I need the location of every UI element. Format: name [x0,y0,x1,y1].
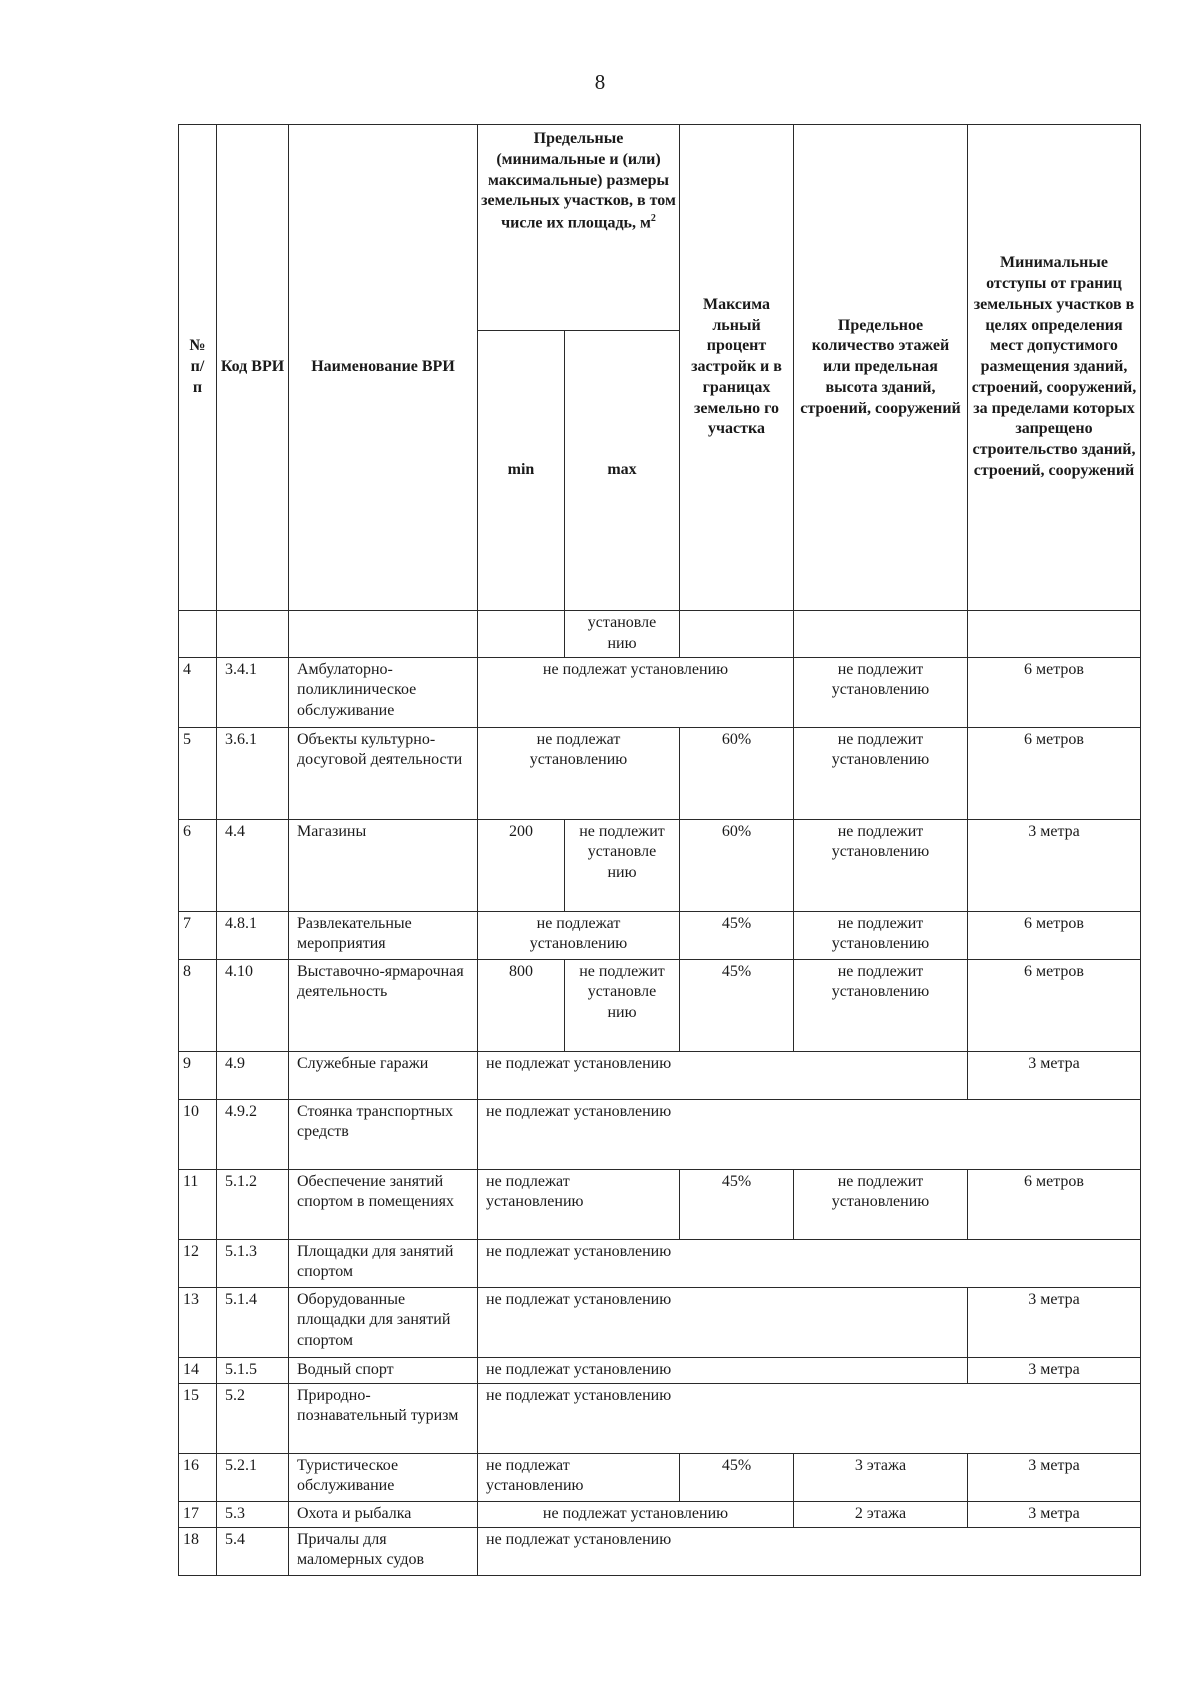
cell-setback: 3 метра [968,1453,1141,1501]
table-row [179,1287,1141,1357]
table-row [179,1527,1141,1575]
cell-code: 5.4 [217,1527,289,1575]
cell-setback: 3 метра [968,819,1141,911]
header-setback: Минимальные отступы от границ земельных участков в целях определения мест допустимого размещения зданий, строений, сооружений, за пределами которых запрещено строительство зданий, строений, сооружений [968,125,1141,611]
cell-code: 5.3 [217,1501,289,1527]
table-row [179,1453,1141,1501]
cell-floors: не подлежит установлению [794,911,968,959]
cell-name: Служебные гаражи [289,1051,478,1099]
cell-setback: 6 метров [968,959,1141,1051]
cell-percent: 60% [680,727,794,819]
cell-num: 8 [179,959,217,1051]
cell-name: Стоянка транспортных средств [289,1099,478,1169]
table-row [179,1501,1141,1527]
cell-merged-size: не подлежат установлению [478,1501,794,1527]
cell-code: 4.9.2 [217,1099,289,1169]
cell-name: Охота и рыбалка [289,1501,478,1527]
cell-num: 7 [179,911,217,959]
cell-percent: 60% [680,819,794,911]
header-size: Предельные (минимальные и (или) максимальные) размеры земельных участков, в том числе их площадь, $м^2$ [478,125,680,331]
header-floors: Предельное количество этажей или предельная высота зданий, строений, сооружений [794,125,968,611]
cell-setback: 3 метра [968,1357,1141,1383]
cell-code: 4.9 [217,1051,289,1099]
cell-name: Выставочно-ярмарочная деятельность [289,959,478,1051]
cell-num: 15 [179,1383,217,1453]
table-row [179,1051,1141,1099]
vri-parameters-table [178,124,1141,1576]
table-row [179,959,1141,1051]
cell-code: 5.1.4 [217,1287,289,1357]
cell-name: Причалы для маломерных судов [289,1527,478,1575]
cell-num: 18 [179,1527,217,1575]
cell-num: 6 [179,819,217,911]
table-row [179,1099,1141,1169]
cell-percent: 45% [680,959,794,1051]
header-min: min [478,331,565,611]
cell-name: Обеспечение занятий спортом в помещениях [289,1169,478,1239]
header-percent: Максима льный процент застройк и в границах земельно го участка [680,125,794,611]
cell-merged-params: не подлежат установлению [478,1099,1141,1169]
cell-num: 11 [179,1169,217,1239]
cell-name: Оборудованные площадки для занятий спортом [289,1287,478,1357]
cell-num: 4 [179,657,217,727]
header-code: Код ВРИ [217,125,289,611]
cell-percent: 45% [680,911,794,959]
cell-num: 9 [179,1051,217,1099]
cell-merged-minmax: не подлежат установлению [478,1453,680,1501]
cell-merged-params: не подлежат установлению [478,1357,968,1383]
cell-code: 5.1.3 [217,1239,289,1287]
cell-num: 10 [179,1099,217,1169]
cell-setback: 3 метра [968,1287,1141,1357]
cell-code: 5.1.5 [217,1357,289,1383]
cell-name: Туристическое обслуживание [289,1453,478,1501]
page-number: 8 [594,70,606,94]
cell-floors: 2 этажа [794,1501,968,1527]
cell-num: 12 [179,1239,217,1287]
cell-merged-params: не подлежат установлению [478,1383,1141,1453]
cell-setback: 3 метра [968,1051,1141,1099]
cell-num: 5 [179,727,217,819]
cell-floors: не подлежит установлению [794,959,968,1051]
table-row [179,911,1141,959]
cell-setback: 6 метров [968,657,1141,727]
cell-floors: 3 этажа [794,1453,968,1501]
header-num: № п/ п [179,125,217,611]
cell-merged-params: не подлежат установлению [478,1287,968,1357]
cell-num: 14 [179,1357,217,1383]
cell-merged-params: не подлежат установлению [478,1239,1141,1287]
cell-name: Площадки для занятий спортом [289,1239,478,1287]
cell-name: Развлекательные мероприятия [289,911,478,959]
cell-code: 5.2.1 [217,1453,289,1501]
cell-code: 4.4 [217,819,289,911]
cell-setback: 6 метров [968,727,1141,819]
cell-setback: 6 метров [968,1169,1141,1239]
cell-num: 13 [179,1287,217,1357]
cell-percent: 45% [680,1453,794,1501]
table-row [179,1169,1141,1239]
cell-max: не подлежит установле нию [565,959,680,1051]
header-max: max [565,331,680,611]
cell-merged-params: не подлежат установлению [478,1527,1141,1575]
table-row [179,1357,1141,1383]
cell-name: Объекты культурно-досуговой деятельности [289,727,478,819]
cell-setback: 3 метра [968,1501,1141,1527]
cell-percent: 45% [680,1169,794,1239]
cell-code: 3.4.1 [217,657,289,727]
cell-num: 17 [179,1501,217,1527]
cell-max: установле нию [565,611,680,658]
cell-code: 5.2 [217,1383,289,1453]
cell-setback: 6 метров [968,911,1141,959]
cell-num: 16 [179,1453,217,1501]
table-row [179,727,1141,819]
table-row [179,1239,1141,1287]
cell-code: 4.10 [217,959,289,1051]
table-row-continuation [179,611,1141,658]
cell-name: Водный спорт [289,1357,478,1383]
table-row [179,657,1141,727]
cell-code: 3.6.1 [217,727,289,819]
cell-merged-size: не подлежат установлению [478,657,794,727]
cell-min: 800 [478,959,565,1051]
cell-min: 200 [478,819,565,911]
cell-merged-minmax: не подлежат установлению [478,727,680,819]
cell-merged-minmax: не подлежат установлению [478,1169,680,1239]
cell-merged-params: не подлежат установлению [478,1051,968,1099]
cell-floors: не подлежит установлению [794,657,968,727]
table-row [179,819,1141,911]
cell-code: 5.1.2 [217,1169,289,1239]
table-row [179,1383,1141,1453]
cell-name: Магазины [289,819,478,911]
cell-floors: не подлежит установлению [794,727,968,819]
cell-floors: не подлежит установлению [794,1169,968,1239]
cell-max: не подлежит установле нию [565,819,680,911]
cell-code: 4.8.1 [217,911,289,959]
cell-merged-minmax: не подлежат установлению [478,911,680,959]
cell-name: Амбулаторно-поликлиническое обслуживание [289,657,478,727]
header-name: Наименование ВРИ [289,125,478,611]
cell-name: Природно-познавательный туризм [289,1383,478,1453]
cell-floors: не подлежит установлению [794,819,968,911]
